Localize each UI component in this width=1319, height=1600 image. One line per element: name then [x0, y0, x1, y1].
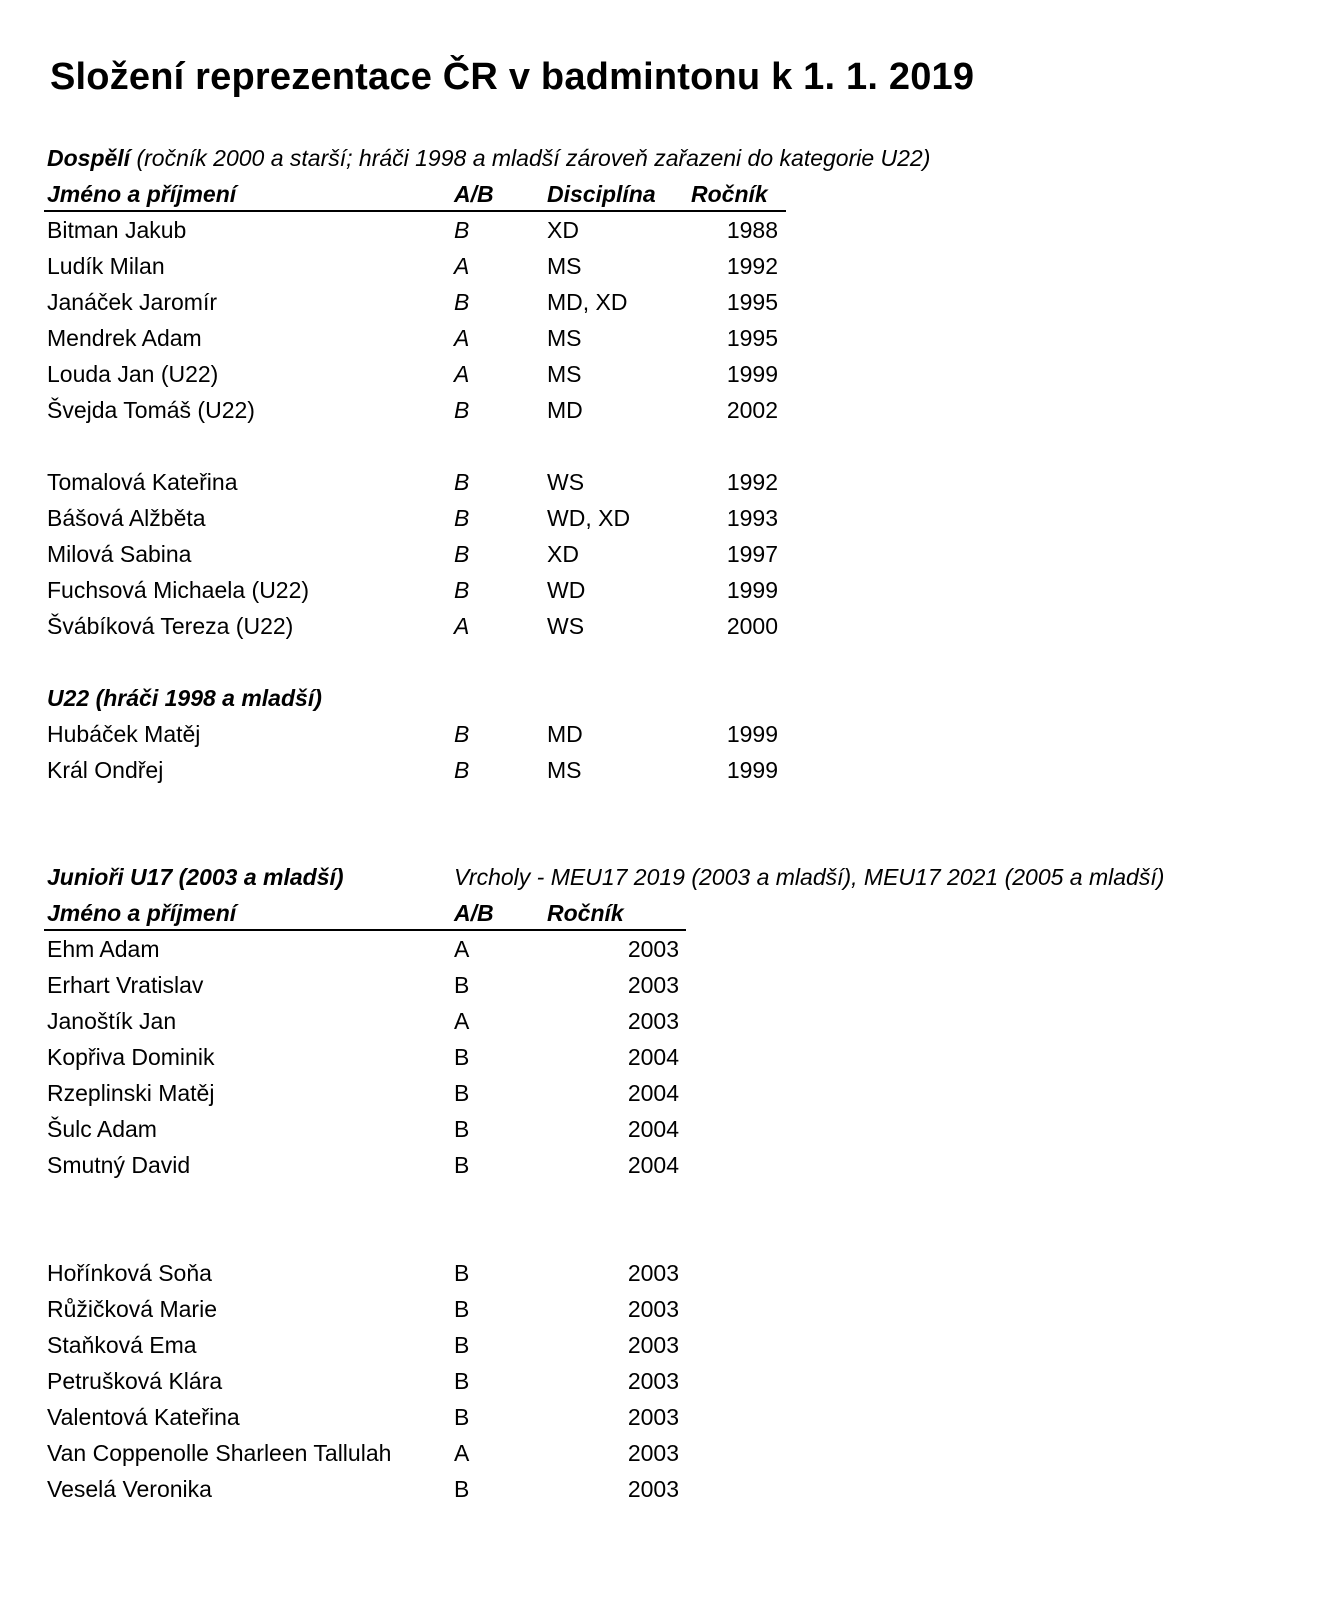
player-ab: B — [454, 397, 470, 423]
player-discipline: XD — [547, 541, 579, 567]
table-row — [0, 1111, 800, 1147]
player-name: Bášová Alžběta — [47, 505, 206, 531]
player-ab: B — [454, 1332, 470, 1358]
player-ab: A — [454, 936, 470, 962]
player-name: Milová Sabina — [47, 541, 192, 567]
seniors-col-year: Ročník — [691, 181, 768, 207]
table-row — [0, 1327, 800, 1363]
juniors-heading: Junioři U17 (2003 a mladší) — [47, 864, 344, 890]
player-year: 2003 — [627, 1368, 679, 1394]
player-year: 1993 — [726, 505, 778, 531]
table-row — [0, 1075, 800, 1111]
player-year: 2003 — [627, 972, 679, 998]
u22-heading: U22 (hráči 1998 a mladší) — [47, 685, 322, 711]
player-name: Petrušková Klára — [47, 1368, 223, 1394]
player-name: Hubáček Matěj — [47, 721, 201, 747]
player-name: Veselá Veronika — [47, 1476, 212, 1502]
table-row — [0, 1363, 800, 1399]
player-name: Bitman Jakub — [47, 217, 187, 243]
player-ab: B — [454, 469, 470, 495]
player-discipline: WD, XD — [547, 505, 631, 531]
player-year: 1999 — [726, 577, 778, 603]
player-ab: B — [454, 757, 470, 783]
table-row — [0, 1147, 800, 1183]
player-name: Fuchsová Michaela (U22) — [47, 577, 310, 603]
player-year: 1995 — [726, 325, 778, 351]
seniors-col-name: Jméno a příjmení — [47, 181, 237, 207]
player-ab: B — [454, 1296, 470, 1322]
seniors-heading: Dospělí — [47, 145, 131, 171]
player-year: 2003 — [627, 1332, 679, 1358]
player-ab: A — [454, 361, 470, 387]
player-ab: B — [454, 1044, 470, 1070]
player-year: 1997 — [726, 541, 778, 567]
player-name: Král Ondřej — [47, 757, 164, 783]
table-row — [0, 1039, 800, 1075]
table-row — [0, 392, 800, 428]
player-year: 2003 — [627, 1008, 679, 1034]
player-discipline: MS — [547, 253, 582, 279]
seniors-col-ab: A/B — [454, 181, 494, 207]
player-discipline: XD — [547, 217, 579, 243]
player-discipline: MD — [547, 721, 583, 747]
table-row — [0, 752, 800, 788]
player-year: 2003 — [627, 1476, 679, 1502]
player-year: 1992 — [726, 253, 778, 279]
juniors-col-year: Ročník — [547, 900, 624, 926]
juniors-col-name: Jméno a příjmení — [47, 900, 237, 926]
table-row — [0, 1399, 800, 1435]
table-row — [0, 500, 800, 536]
player-discipline: MD, XD — [547, 289, 628, 315]
player-name: Janáček Jaromír — [47, 289, 218, 315]
table-row — [0, 248, 800, 284]
player-name: Louda Jan (U22) — [47, 361, 219, 387]
table-row — [0, 572, 800, 608]
page-title: Složení reprezentace ČR v badmintonu k 1. 1. 2019 — [50, 56, 975, 98]
player-ab: B — [454, 1404, 470, 1430]
player-name: Švábíková Tereza (U22) — [47, 613, 294, 639]
table-row — [0, 1255, 800, 1291]
player-year: 2003 — [627, 1260, 679, 1286]
player-year: 2003 — [627, 1440, 679, 1466]
player-ab: B — [454, 577, 470, 603]
player-year: 1988 — [726, 217, 778, 243]
table-row — [0, 536, 800, 572]
player-ab: B — [454, 1080, 470, 1106]
table-row — [0, 716, 800, 752]
table-row — [0, 1435, 800, 1471]
player-name: Šulc Adam — [47, 1116, 157, 1142]
player-year: 1995 — [726, 289, 778, 315]
player-year: 1999 — [726, 721, 778, 747]
player-ab: B — [454, 217, 470, 243]
player-name: Erhart Vratislav — [47, 972, 204, 998]
player-discipline: WS — [547, 613, 585, 639]
player-year: 1999 — [726, 757, 778, 783]
player-name: Švejda Tomáš (U22) — [47, 397, 255, 423]
player-name: Tomalová Kateřina — [47, 469, 238, 495]
player-name: Hořínková Soňa — [47, 1260, 212, 1286]
player-name: Růžičková Marie — [47, 1296, 217, 1322]
player-ab: A — [454, 1440, 470, 1466]
player-ab: B — [454, 289, 470, 315]
player-ab: B — [454, 972, 470, 998]
player-year: 1992 — [726, 469, 778, 495]
player-year: 2004 — [627, 1080, 679, 1106]
player-year: 2004 — [627, 1044, 679, 1070]
player-name: Valentová Kateřina — [47, 1404, 240, 1430]
player-name: Van Coppenolle Sharleen Tallulah — [47, 1440, 392, 1466]
player-year: 2000 — [726, 613, 778, 639]
player-discipline: MS — [547, 757, 582, 783]
player-name: Ludík Milan — [47, 253, 165, 279]
table-row — [0, 1291, 800, 1327]
player-name: Mendrek Adam — [47, 325, 202, 351]
player-year: 2003 — [627, 1296, 679, 1322]
player-ab: B — [454, 721, 470, 747]
player-year: 2003 — [627, 1404, 679, 1430]
player-ab: B — [454, 1116, 470, 1142]
player-ab: A — [454, 325, 470, 351]
player-year: 2003 — [627, 936, 679, 962]
player-ab: A — [454, 613, 470, 639]
table-row — [0, 931, 800, 967]
player-ab: B — [454, 1152, 470, 1178]
table-row — [0, 967, 800, 1003]
player-ab: A — [454, 253, 470, 279]
table-row — [0, 284, 800, 320]
player-ab: B — [454, 541, 470, 567]
seniors-col-discipline: Disciplína — [547, 181, 656, 207]
player-name: Staňková Ema — [47, 1332, 197, 1358]
player-discipline: WD — [547, 577, 586, 603]
player-discipline: MS — [547, 325, 582, 351]
table-row — [0, 212, 800, 248]
table-row — [0, 464, 800, 500]
player-ab: A — [454, 1008, 470, 1034]
player-ab: B — [454, 505, 470, 531]
player-name: Ehm Adam — [47, 936, 160, 962]
seniors-heading-line — [47, 140, 930, 176]
player-name: Janoštík Jan — [47, 1008, 177, 1034]
juniors-col-ab: A/B — [454, 900, 494, 926]
player-discipline: WS — [547, 469, 585, 495]
table-row — [0, 1471, 800, 1507]
player-year: 2002 — [726, 397, 778, 423]
seniors-note: (ročník 2000 a starší; hráči 1998 a mladší zároveň zařazeni do kategorie U22) — [130, 145, 931, 171]
player-discipline: MD — [547, 397, 583, 423]
player-year: 1999 — [726, 361, 778, 387]
player-ab: B — [454, 1260, 470, 1286]
player-ab: B — [454, 1476, 470, 1502]
player-ab: B — [454, 1368, 470, 1394]
player-name: Kopřiva Dominik — [47, 1044, 215, 1070]
table-row — [0, 320, 800, 356]
player-discipline: MS — [547, 361, 582, 387]
player-year: 2004 — [627, 1152, 679, 1178]
player-name: Smutný David — [47, 1152, 191, 1178]
player-name: Rzeplinski Matěj — [47, 1080, 215, 1106]
juniors-note: Vrcholy - MEU17 2019 (2003 a mladší), MEU17 2021 (2005 a mladší) — [454, 864, 1165, 890]
player-year: 2004 — [627, 1116, 679, 1142]
table-row — [0, 1003, 800, 1039]
table-row — [0, 356, 800, 392]
table-row — [0, 608, 800, 644]
